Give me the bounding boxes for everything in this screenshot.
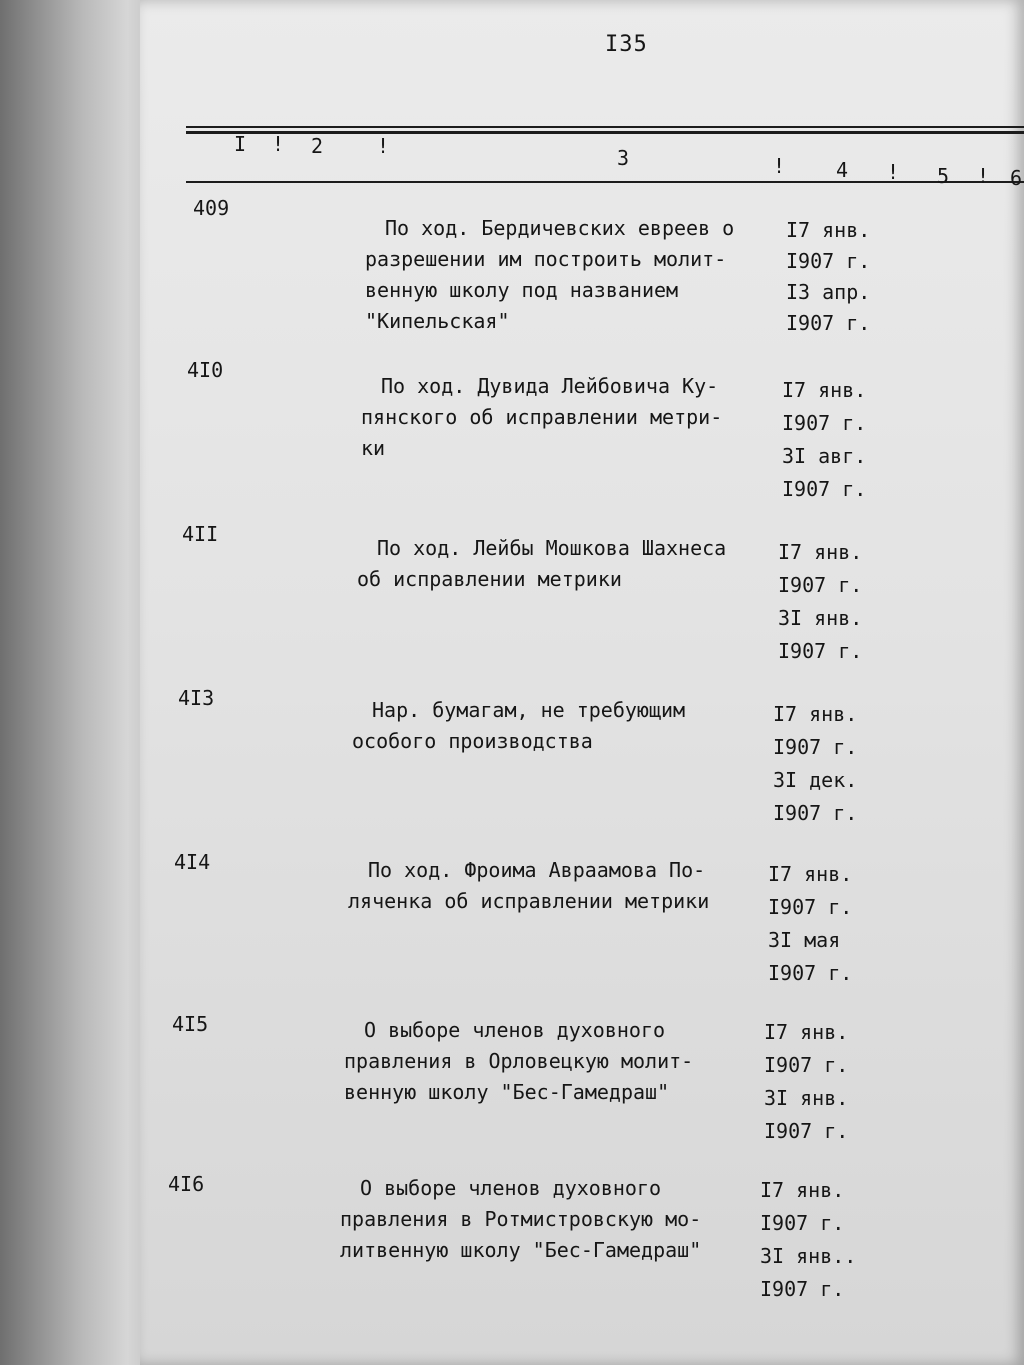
column-separator: !: [773, 154, 786, 178]
entry-date-day: I7 янв.: [786, 218, 871, 242]
book-spine-shadow: [0, 0, 150, 1365]
entry-date-year: I907 г.: [778, 573, 863, 597]
entry-description-line: правления в Орловецкую молит-: [344, 1049, 694, 1073]
entry-description-line: особого производства: [352, 729, 593, 753]
entry-description-line: По ход. Дувида Лейбовича Ку-: [381, 374, 719, 398]
entry-description-line: О выборе членов духовного: [360, 1176, 662, 1200]
entry-date-year: I907 г.: [768, 895, 853, 919]
entry-description-line: ки: [361, 436, 386, 460]
entry-date-year: I907 г.: [786, 311, 871, 335]
entry-description-line: правления в Ротмистровскую мо-: [340, 1207, 702, 1231]
entry-date-year: I907 г.: [773, 735, 858, 759]
entry-description-line: разрешении им построить молит-: [365, 247, 727, 271]
entry-description-line: По ход. Бердичевских евреев о: [385, 216, 735, 240]
entry-description-line: По ход. Лейбы Мошкова Шахнеса: [377, 536, 727, 560]
column-separator: !: [377, 134, 390, 158]
entry-date-year: I907 г.: [786, 249, 871, 273]
entry-date-day: 3I мая: [768, 928, 841, 952]
column-header-1: I: [234, 132, 247, 156]
entry-date-year: I907 г.: [782, 411, 867, 435]
column-header-2: 2: [311, 134, 324, 158]
entry-number: 4I5: [172, 1012, 209, 1036]
entry-description-line: О выборе членов духовного: [364, 1018, 666, 1042]
entry-date-day: 3I янв..: [760, 1244, 857, 1268]
entry-date-year: I907 г.: [760, 1211, 845, 1235]
entry-date-year: I907 г.: [778, 639, 863, 663]
entry-number: 4I6: [168, 1172, 205, 1196]
entry-number: 4II: [182, 522, 219, 546]
entry-description-line: По ход. Фроима Авраамова По-: [368, 858, 706, 882]
entry-date-day: I7 янв.: [764, 1020, 849, 1044]
column-separator: !: [887, 160, 900, 184]
entry-date-day: I3 апр.: [786, 280, 871, 304]
entry-description-line: венную школу "Бес-Гамедраш": [344, 1080, 670, 1104]
entry-date-day: 3I янв.: [764, 1086, 849, 1110]
page-number: I35: [605, 32, 648, 57]
column-header-4: 4: [836, 158, 849, 182]
entry-description-line: ляченка об исправлении метрики: [348, 889, 710, 913]
entry-date-year: I907 г.: [760, 1277, 845, 1301]
entry-date-day: I7 янв.: [760, 1178, 845, 1202]
column-header-6: 6: [1010, 166, 1023, 190]
document-page: [140, 0, 1024, 1365]
entry-number: 4I0: [187, 358, 224, 382]
entry-number: 4I3: [178, 686, 215, 710]
entry-date-day: I7 янв.: [768, 862, 853, 886]
entry-date-year: I907 г.: [764, 1119, 849, 1143]
entry-date-year: I907 г.: [782, 477, 867, 501]
entry-date-year: I907 г.: [773, 801, 858, 825]
entry-date-year: I907 г.: [764, 1053, 849, 1077]
column-header-5: 5: [937, 164, 950, 188]
column-separator: !: [977, 164, 990, 188]
column-separator: !: [272, 132, 285, 156]
column-header-3: 3: [617, 146, 630, 170]
entry-description-line: "Кипельская": [365, 309, 510, 333]
entry-description-line: об исправлении метрики: [357, 567, 622, 591]
entry-date-day: I7 янв.: [782, 378, 867, 402]
entry-date-day: I7 янв.: [773, 702, 858, 726]
entry-date-day: 3I дек.: [773, 768, 858, 792]
header-top-rule: [186, 126, 1024, 128]
entry-date-day: I7 янв.: [778, 540, 863, 564]
entry-description-line: венную школу под названием: [365, 278, 679, 302]
entry-description-line: Нар. бумагам, не требующим: [372, 698, 686, 722]
entry-description-line: литвенную школу "Бес-Гамедраш": [340, 1238, 702, 1262]
entry-number: 4I4: [174, 850, 211, 874]
entry-description-line: пянского об исправлении метри-: [361, 405, 723, 429]
entry-date-day: 3I янв.: [778, 606, 863, 630]
entry-number: 409: [193, 196, 230, 220]
entry-date-day: 3I авг.: [782, 444, 867, 468]
entry-date-year: I907 г.: [768, 961, 853, 985]
